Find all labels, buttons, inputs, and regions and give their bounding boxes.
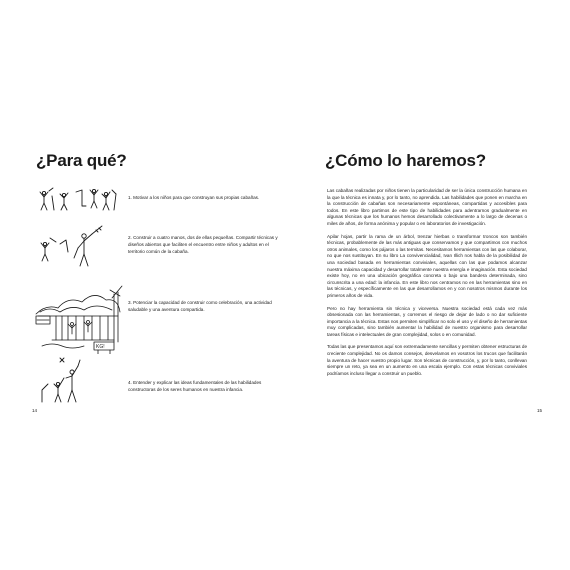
sketch-adult-and-child <box>36 356 120 406</box>
sketch-sign-label: KG! <box>96 344 105 350</box>
goal-item-3: 3. Potenciar la capacidad de construir como celebración, una actividad saludable y una aventura compartida. <box>128 300 272 312</box>
body-paragraph-1: Las cabañas realizadas por niños tienen la particularidad de ser la única construcción humana en la que la técnica es innata y, por lo tanto, no aprendida. Las habilidades que ponen en marcha en la construcción de cabañas son necesariamente espontáneas, compartidas y accesibles para todos. En este libro partimos de este tipo de habilidades para adentrarnos gradualmente en algunas técnicas que los humanos hemos desarrollado colectivamente a lo largo de decenas o miles de años, de forma anónima y popular o en laboratorios de investigación. <box>327 188 527 226</box>
goal-item-2: 2. Construir a cuatro manos, dos de ellas pequeñas. Compartir técnicas y diseños abiertos que faciliten el encuentro entre niños y adultos en el territorio común de la cabaña. <box>128 235 278 254</box>
body-text <box>327 188 527 383</box>
left-page-number: 14 <box>32 408 38 413</box>
right-page <box>285 0 570 570</box>
sketch-children-raising-arms <box>36 186 120 214</box>
sketch-child-and-adult-building <box>36 224 120 272</box>
body-paragraph-4: Todas las que presentamos aquí son extremadamente sencillas y permiten obtener estructuras de creciente complejidad. No os damos consejos, desvelamos en vosotros los trucos que facilitarán la aventura de hacer vuestro propio lugar. Son técnicas de construcción, y, por lo tanto, conllevan siempre un reto, ya sea en un aumento en una escala ejemplo. Con estas técnicas conviviales podríamos incluso llegar a construir un pueblo. <box>327 344 527 376</box>
body-paragraph-2: Apilar hojas, partir la rama de un árbol, trenzar hierbas o transformar troncos son también técnicas, probablemente de las más antiguas que conservamos y que compartimos con muchos otros animales, como los pájaros o las termitas. Necesitamos herramientas con las que colaborar, no que nos sustituyan. En su libro La convivencialidad, Ivan Illich nos habla de la posibilidad de una sociedad basada en herramientas conviviales, aquellas con las que podamos alcanzar nuestra máxima capacidad y desarrollar totalmente nuestra energía e imaginación. Esta sociedad existe hoy, no en una ubicación geográfica concreta o bajo una bandera determinada, sino circunscrita a una edad: la infancia. En este libro nos centramos no en las herramientas sino en las técnicas, y específicamente en las que desarrollamos en y con nosotros mismos durante los primeros años de vida. <box>327 233 527 298</box>
goal-item-4: 4. Entender y explicar las ideas fundamentales de las habilidades constructoras de los seres humanos en nuestra infancia. <box>128 380 262 392</box>
left-page-heading: ¿Para qué? <box>36 151 127 170</box>
sketch-group-building-hut <box>32 276 126 354</box>
right-page-number: 15 <box>537 408 543 413</box>
body-paragraph-3: Pero no hay herramienta sin técnica y viceversa. Nuestra sociedad está cada vez más obsesionada con las herramientas, y corremos el riesgo de dejar de lado o no dar suficiente importancia a la técnica. Estas nos permiten simplificar no solo el uso y el diseño de herramientas muy complicadas, sino también aumentar la habilidad de nuestro organismo para desarrollar tareas físicas e intelectuales de gran complejidad, solos o en comunidad. <box>327 305 527 337</box>
goal-item-1: 1. Motivar a los niños para que construyan sus propias cabañas. <box>128 195 260 200</box>
right-page-heading: ¿Cómo lo haremos? <box>325 151 486 170</box>
